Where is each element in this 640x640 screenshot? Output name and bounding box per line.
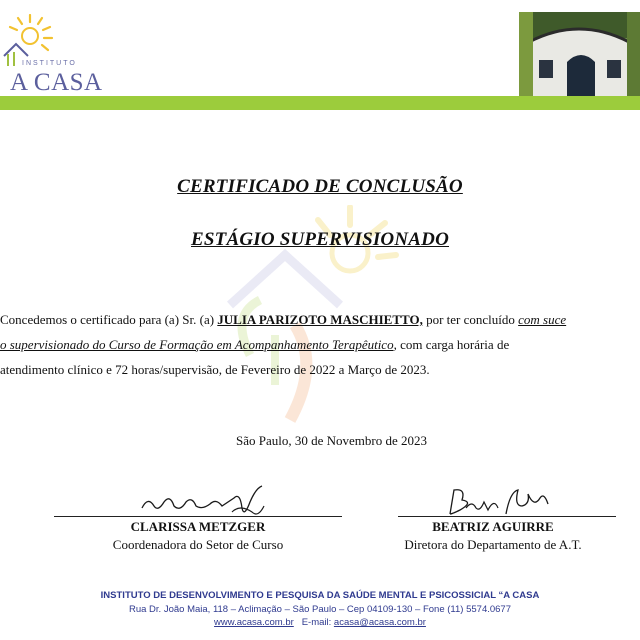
logo-instituto-text: INSTITUTO <box>22 60 77 67</box>
header-accent-bar <box>0 96 640 110</box>
body-line-3: atendimento clínico e 72 horas/supervisão, de Fevereiro de 2022 a Março de 2023. <box>0 362 430 377</box>
email-link[interactable]: acasa@acasa.com.br <box>333 617 426 628</box>
signatory-role-2: Diretora do Departamento de A.T. <box>404 537 582 552</box>
footer-contact <box>0 617 640 628</box>
course-name: o supervisionado do Curso de Formação em Acompanhamento Terapêutico <box>0 337 394 352</box>
line1-mid: por ter concluído <box>422 312 519 327</box>
signatory-name-2: BEATRIZ AGUIRRE <box>432 519 554 534</box>
body-line-2 <box>0 337 509 353</box>
signatory-name-1: CLARISSA METZGER <box>130 519 266 534</box>
logo-name: A CASA <box>10 69 103 96</box>
certificate-title: CERTIFICADO DE CONCLUSÃO <box>177 176 463 197</box>
website-link[interactable]: www.acasa.com.br <box>214 617 294 628</box>
institute-logo <box>0 14 110 100</box>
footer-institution: INSTITUTO DE DESENVOLVIMENTO E PESQUISA DA SAÚDE MENTAL E PSICOSSICIAL “A CASA <box>100 590 540 601</box>
line2-rest: , com carga horária de <box>393 337 510 352</box>
signatory-role-1: Coordenadora do Setor de Curso <box>112 537 284 552</box>
line1-emphasis: com suce <box>518 312 567 327</box>
signature-line-1 <box>54 516 342 517</box>
body-line-1 <box>0 312 566 328</box>
signature-line-2 <box>398 516 616 517</box>
line1-prefix: Concedemos o certificado para (a) Sr. (a) <box>0 312 218 327</box>
email-label: E-mail: <box>301 617 334 628</box>
building-photo <box>519 12 640 96</box>
footer-address: Rua Dr. João Maia, 118 – Aclimação – São Paulo – Cep 04109-130 – Fone (11) 5574.0677 <box>128 604 511 615</box>
certificate-subtitle: ESTÁGIO SUPERVISIONADO <box>191 229 449 250</box>
place-date: São Paulo, 30 de Novembro de 2023 <box>236 433 428 448</box>
certificate-header <box>0 0 640 110</box>
recipient-name: JULIA PARIZOTO MASCHIETTO, <box>217 312 423 327</box>
